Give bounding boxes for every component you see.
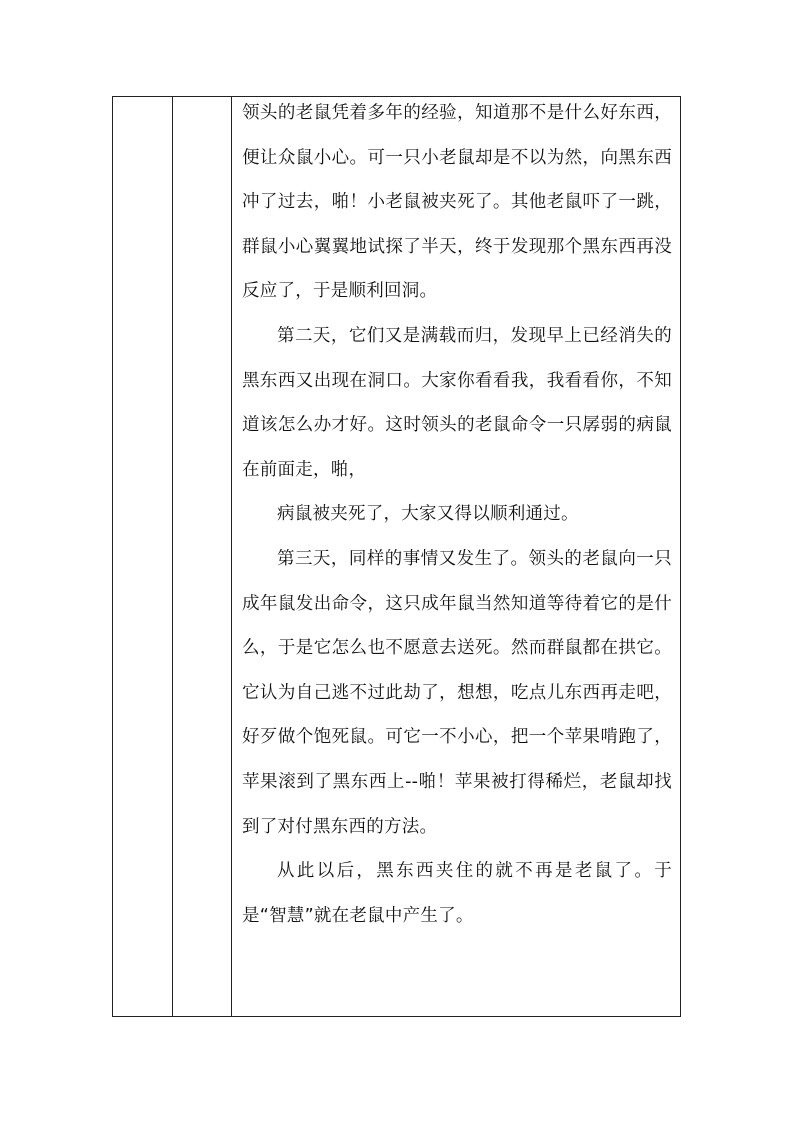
table-column-text	[232, 97, 680, 1016]
story-paragraph-2: 第二天，它们又是满载而归，发现早上已经消失的黑东西又出现在洞口。大家你看看我，我看看你，不知道该怎么办才好。这时领头的老鼠命令一只孱弱的病鼠在前面走，啪，	[242, 325, 672, 480]
story-paragraph-4: 第三天，同样的事情又发生了。领头的老鼠向一只成年鼠发出命令，这只成年鼠当然知道等待着它的是什么，于是它怎么也不愿意去送死。然而群鼠都在拱它。它认为自己逃不过此劫了，想想，吃点儿东西再走吧，好歹做个饱死鼠。可它一不小心，把一个苹果啃跑了，苹果滚到了黑东西上--啪！苹果被打得稀烂，老鼠却找到了对付黑东西的方法。	[242, 548, 672, 837]
table-column-empty-1	[113, 97, 173, 1016]
story-paragraph-3: 病鼠被夹死了，大家又得以顺利通过。	[277, 504, 579, 525]
table-column-empty-2	[172, 97, 232, 1016]
story-paragraph-5: 从此以后，黑东西夹住的就不再是老鼠了。于是“智慧”就在老鼠中产生了。	[242, 861, 672, 926]
story-paragraph-1: 领头的老鼠凭着多年的经验，知道那不是什么好东西，便让众鼠小心。可一只小老鼠却是不以为然，向黑东西冲了过去，啪！小老鼠被夹死了。其他老鼠吓了一跳，群鼠小心翼翼地试探了半天，终于发现那个黑东西再没反应了，于是顺利回洞。	[242, 103, 672, 302]
content-table	[112, 96, 681, 1017]
